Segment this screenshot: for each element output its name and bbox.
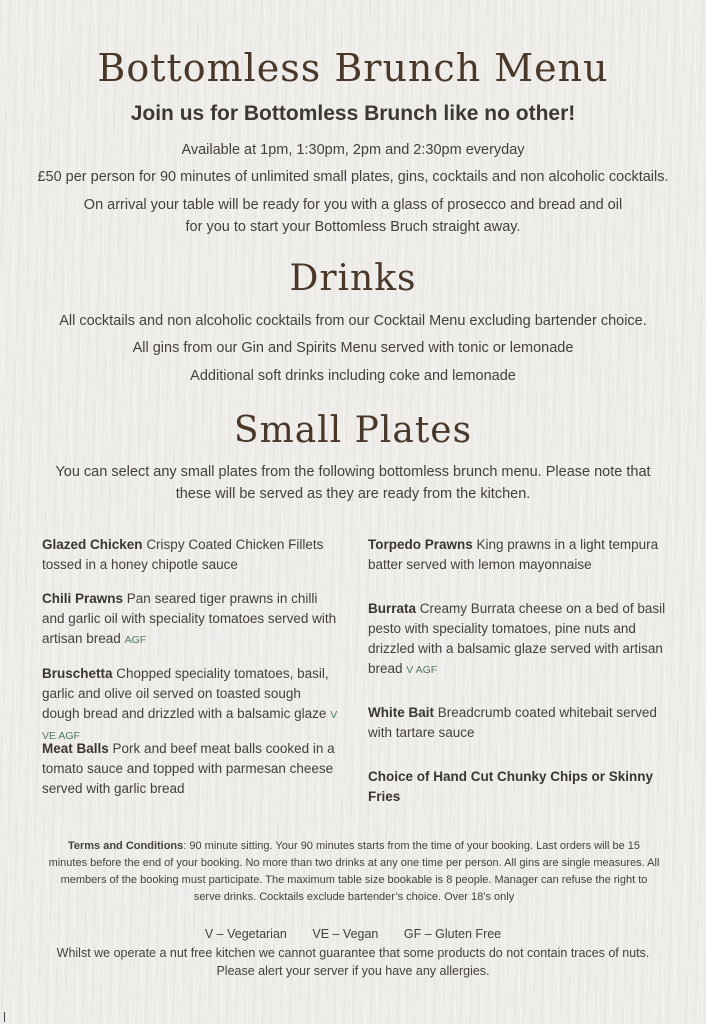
menu-item: [368, 767, 668, 807]
small-plates-intro-2: these will be served as they are ready from the kitchen.: [175, 486, 531, 502]
item-name: Bruschetta: [42, 666, 113, 681]
dietary-legend: [0, 927, 706, 941]
item-description: Creamy Burrata cheese on a bed of basil pesto with speciality tomatoes, pine nuts and drizzled with a balsamic glaze served with artisan bread: [368, 601, 666, 676]
item-name: Burrata: [368, 601, 417, 616]
legend-vegetarian: V – Vegetarian: [204, 927, 287, 941]
menu-item: [42, 739, 342, 799]
terms-label: Terms and Conditions: [67, 840, 184, 852]
drinks-line-soft: Additional soft drinks including coke and lemonade: [190, 368, 516, 384]
availability-line: Available at 1pm, 1:30pm, 2pm and 2:30pm everyday: [181, 142, 525, 158]
item-name: Chili Prawns: [42, 591, 124, 606]
legend-vegan: VE – Vegan: [312, 927, 379, 941]
menu-item: [368, 535, 668, 575]
item-description: Pork and beef meat balls cooked in a tomato sauce and topped with parmesan cheese served with garlic bread: [42, 741, 335, 796]
drinks-line-cocktails: All cocktails and non alcoholic cocktails from our Cocktail Menu excluding bartender choice.: [59, 313, 647, 329]
terms-and-conditions: [48, 838, 660, 906]
terms-text: : 90 minute sitting. Your 90 minutes starts from the time of your booking. Last orders will be 15 minutes before the end of your booking. No more than two drinks at any one time per person. All gins are single measures. All members of the booking must participate. The maximum table size bookable is 8 people. Manager can refuse the right to serve drinks. Cocktails exclude bartender’s choice. Over 18’s only: [48, 840, 660, 903]
arrival-line: On arrival your table will be ready for you with a glass of prosecco and bread and oil: [83, 197, 623, 213]
item-name: Glazed Chicken: [42, 537, 143, 552]
dietary-tag: AGF: [124, 634, 147, 646]
menu-item: [42, 535, 342, 575]
tagline: Join us for Bottomless Brunch like no other!: [130, 102, 576, 125]
allergy-note: Whilst we operate a nut free kitchen we cannot guarantee that some products do not contain traces of nuts.: [56, 946, 650, 960]
legend-gluten-free: GF – Gluten Free: [403, 927, 502, 941]
allergy-note-2: Please alert your server if you have any allergies.: [216, 964, 490, 978]
item-description: King prawns in a light tempura batter served with lemon mayonnaise: [368, 537, 659, 572]
item-description: Crispy Coated Chicken Fillets tossed in a honey chipotle sauce: [42, 537, 324, 572]
item-description: Chopped speciality tomatoes, basil, garlic and olive oil served on toasted sough dough bread and drizzled with a balsamic glaze: [42, 666, 329, 721]
item-name: Meat Balls: [42, 741, 109, 756]
item-name: Choice of Hand Cut Chunky Chips or Skinny Fries: [368, 769, 654, 804]
item-description: Breadcrumb coated whitebait served with tartare sauce: [368, 705, 657, 740]
menu-item: [368, 703, 668, 743]
menu-item: [42, 589, 342, 650]
drinks-line-gins: All gins from our Gin and Spirits Menu served with tonic or lemonade: [132, 340, 574, 356]
menu-item: [368, 599, 668, 680]
item-name: Torpedo Prawns: [368, 537, 473, 552]
menu-item: [42, 664, 342, 746]
item-name: White Bait: [368, 705, 434, 720]
page-title: Bottomless Brunch Menu: [97, 46, 609, 90]
dietary-tag: V VE AGF: [42, 709, 338, 742]
dietary-tag: V AGF: [406, 664, 438, 676]
item-description: Pan seared tiger prawns in chilli and garlic oil with speciality tomatoes served with artisan bread: [42, 591, 337, 646]
price-line: £50 per person for 90 minutes of unlimited small plates, gins, cocktails and non alcoholic cocktails.: [37, 169, 669, 185]
drinks-heading: Drinks: [289, 258, 417, 299]
arrival-line-2: for you to start your Bottomless Bruch straight away.: [185, 219, 521, 235]
edge-mark: [4, 1012, 5, 1022]
small-plates-intro: You can select any small plates from the following bottomless brunch menu. Please note that: [55, 464, 651, 480]
small-plates-heading: Small Plates: [233, 410, 473, 451]
